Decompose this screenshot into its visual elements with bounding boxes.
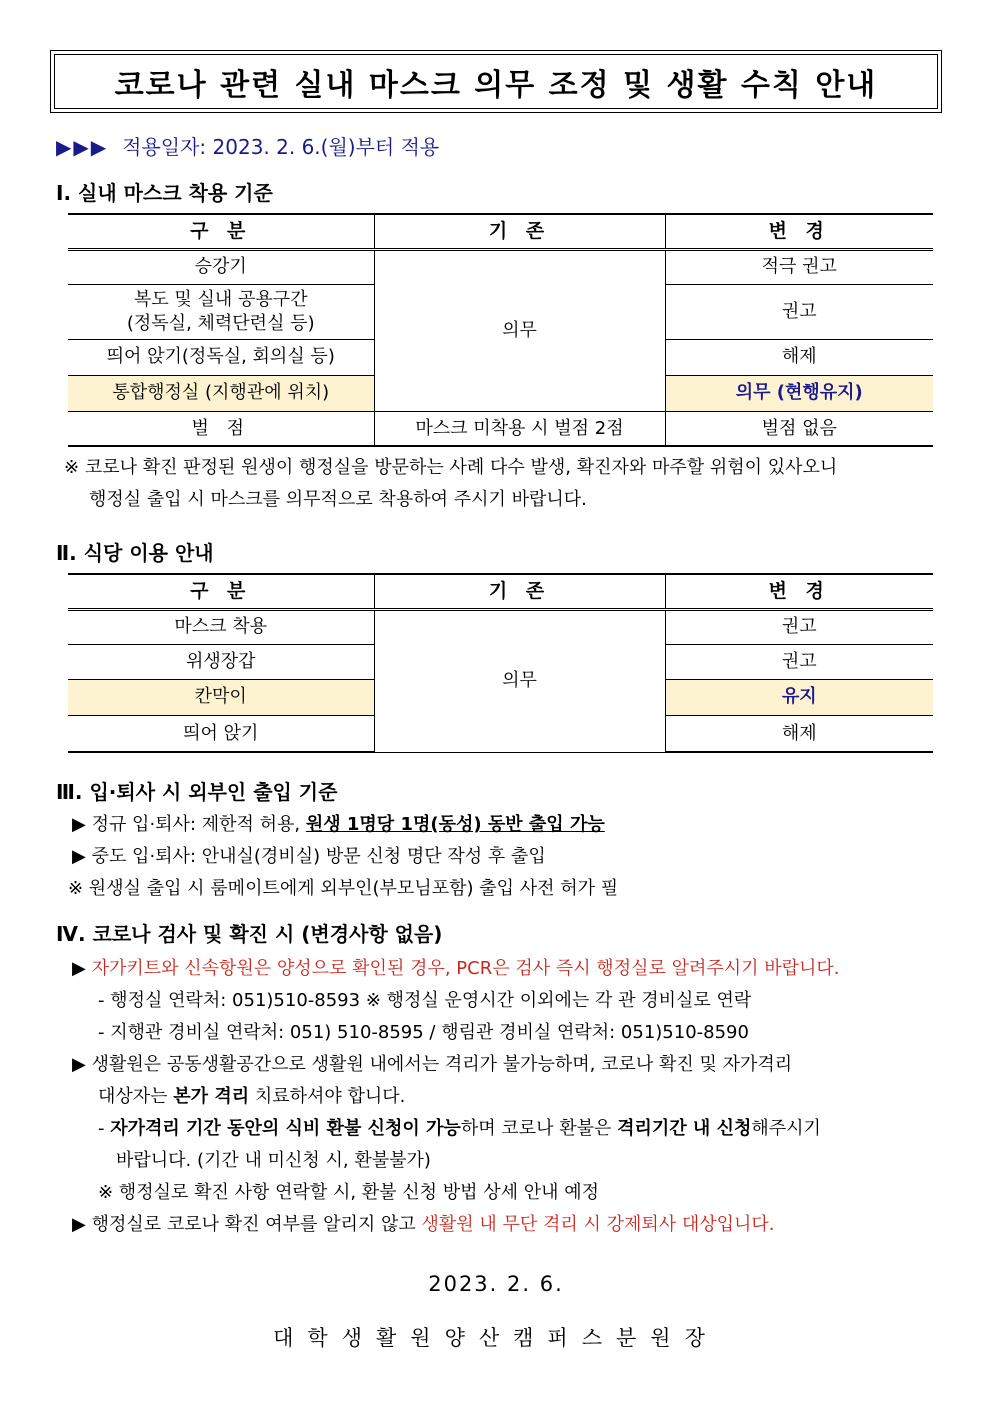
signature: 대학생활원양산캠퍼스분원장 xyxy=(273,1326,719,1350)
apply-date-text: 적용일자: 2023. 2. 6.(월)부터 적용 xyxy=(122,135,440,159)
issue-date: 2023. 2. 6. xyxy=(428,1272,564,1296)
sec4-refund-note: ※ 행정실로 확진 사항 연락할 시, 환불 신청 방법 상세 안내 예정 xyxy=(98,1182,600,1203)
row-penalty-label: 벌 점 xyxy=(68,411,374,446)
sec4-isolation-line2 xyxy=(98,1082,405,1108)
table-header-after: 변 경 xyxy=(665,214,933,249)
section-1-heading: Ⅰ. 실내 마스크 착용 기준 xyxy=(56,181,273,205)
sec4-expulsion-warning: 생활원 내 무단 격리 시 강제퇴사 대상입니다. xyxy=(421,1214,775,1235)
table-header-category: 구 분 xyxy=(68,214,374,249)
sec4-refund-line2: 바랍니다. (기간 내 미신청 시, 환불불가) xyxy=(116,1150,431,1171)
row-spacing-change: 해제 xyxy=(665,715,933,752)
sec4-refund-dash: - xyxy=(98,1118,111,1139)
row-spacing-label: 띄어 앉기 xyxy=(68,715,374,752)
mask-standard-table xyxy=(68,213,933,447)
sec3-line-note: ※ 원생실 출입 시 룸메이트에게 외부인(부모님포함) 출입 사전 허가 필 xyxy=(68,878,619,899)
sec4-refund-text-c: 하며 코로나 환불은 xyxy=(460,1118,618,1139)
sec4-expulsion-line xyxy=(72,1210,775,1236)
sec3-line-regular xyxy=(72,810,605,836)
sec4-line-report xyxy=(72,954,840,980)
row-spacing-change: 해제 xyxy=(665,339,933,375)
section-4-heading: Ⅳ. 코로나 검사 및 확진 시 (변경사항 없음) xyxy=(56,922,443,946)
row-office-change: 의무 (현행유지) xyxy=(665,375,933,411)
merged-mandatory-cell: 의무 xyxy=(374,609,665,752)
row-elevator-change: 적극 권고 xyxy=(665,249,933,284)
row-partition-change: 유지 xyxy=(665,679,933,715)
row-mask-label: 마스크 착용 xyxy=(68,609,374,644)
apply-date xyxy=(56,131,439,160)
table-header-category: 구 분 xyxy=(68,574,374,609)
section-2-heading: Ⅱ. 식당 이용 안내 xyxy=(56,541,214,565)
sec3-line-midterm: ▶ 중도 입·퇴사: 안내실(경비실) 방문 신청 명단 작성 후 출입 xyxy=(72,846,546,867)
merged-mandatory-cell: 의무 xyxy=(374,249,665,411)
section-1-note-line2: 행정실 출입 시 마스크를 의무적으로 착용하여 주시기 바랍니다. xyxy=(89,489,587,510)
row-hallway-label-line1: 복도 및 실내 공용구간 xyxy=(133,289,308,311)
table-header-before: 기 존 xyxy=(374,214,665,249)
sec4-isolation-line1: ▶ 생활원은 공동생활공간으로 생활원 내에서는 격리가 불가능하며, 코로나 확진 및 자가격리 xyxy=(72,1054,793,1075)
row-gloves-label: 위생장갑 xyxy=(68,644,374,679)
row-mask-change: 권고 xyxy=(665,609,933,644)
sec3-line-regular-text: ▶ 정규 입·퇴사: 제한적 허용, xyxy=(72,814,306,835)
sec4-refund-line1 xyxy=(98,1114,821,1140)
row-penalty-before: 마스크 미착용 시 벌점 2점 xyxy=(374,411,665,446)
row-spacing-label: 띄어 앉기(정독실, 회의실 등) xyxy=(68,339,374,375)
row-penalty-change: 벌점 없음 xyxy=(665,411,933,446)
page-title: 코로나 관련 실내 마스크 의무 조정 및 생활 수칙 안내 xyxy=(54,54,938,109)
table-header-after: 변 경 xyxy=(665,574,933,609)
sec4-isolation-text-c: 치료하셔야 합니다. xyxy=(249,1086,406,1107)
section-1-note-line1: ※ 코로나 확진 판정된 원생이 행정실을 방문하는 사례 다수 발생, 확진자와 마주할 위험이 있사오니 xyxy=(64,457,838,478)
sec4-isolation-text-a: 대상자는 xyxy=(98,1086,174,1107)
sec4-expulsion-text: ▶ 행정실로 코로나 확진 여부를 알리지 않고 xyxy=(72,1214,422,1235)
sec4-refund-possible: 자가격리 기간 동안의 식비 환불 신청이 가능 xyxy=(110,1118,461,1139)
sec4-refund-period: 격리기간 내 신청 xyxy=(617,1118,752,1139)
row-partition-label: 칸막이 xyxy=(68,679,374,715)
row-hallway-change: 권고 xyxy=(665,284,933,339)
row-gloves-change: 권고 xyxy=(665,644,933,679)
sec3-companion-rule: 원생 1명당 1명(동성) 동반 출입 가능 xyxy=(305,814,605,835)
row-hallway-label-line2: (정독실, 체력단련실 등) xyxy=(126,312,315,334)
sec4-home-isolation: 본가 격리 xyxy=(173,1086,250,1107)
sec4-office-contact: - 행정실 연락처: 051)510-8593 ※ 행정실 운영시간 이외에는 각 관 경비실로 연락 xyxy=(98,990,752,1011)
row-elevator-label: 승강기 xyxy=(68,249,374,284)
sec4-bullet: ▶ xyxy=(72,958,92,979)
triple-arrow-icon: ▶▶▶ xyxy=(56,135,109,159)
sec4-refund-text-e: 해주시기 xyxy=(751,1118,821,1139)
section-3-heading: Ⅲ. 입·퇴사 시 외부인 출입 기준 xyxy=(56,780,338,804)
row-hallway-label xyxy=(68,284,374,339)
cafeteria-table xyxy=(68,573,933,753)
sec4-guard-contact: - 지행관 경비실 연락처: 051) 510-8595 / 행림관 경비실 연락처: 051)510-8590 xyxy=(98,1022,749,1043)
sec4-report-text: 자가키트와 신속항원은 양성으로 확인된 경우, PCR은 검사 즉시 행정실로 알려주시기 바랍니다. xyxy=(91,958,840,979)
row-office-label: 통합행정실 (지행관에 위치) xyxy=(68,375,374,411)
table-header-before: 기 존 xyxy=(374,574,665,609)
title-box xyxy=(50,50,942,113)
